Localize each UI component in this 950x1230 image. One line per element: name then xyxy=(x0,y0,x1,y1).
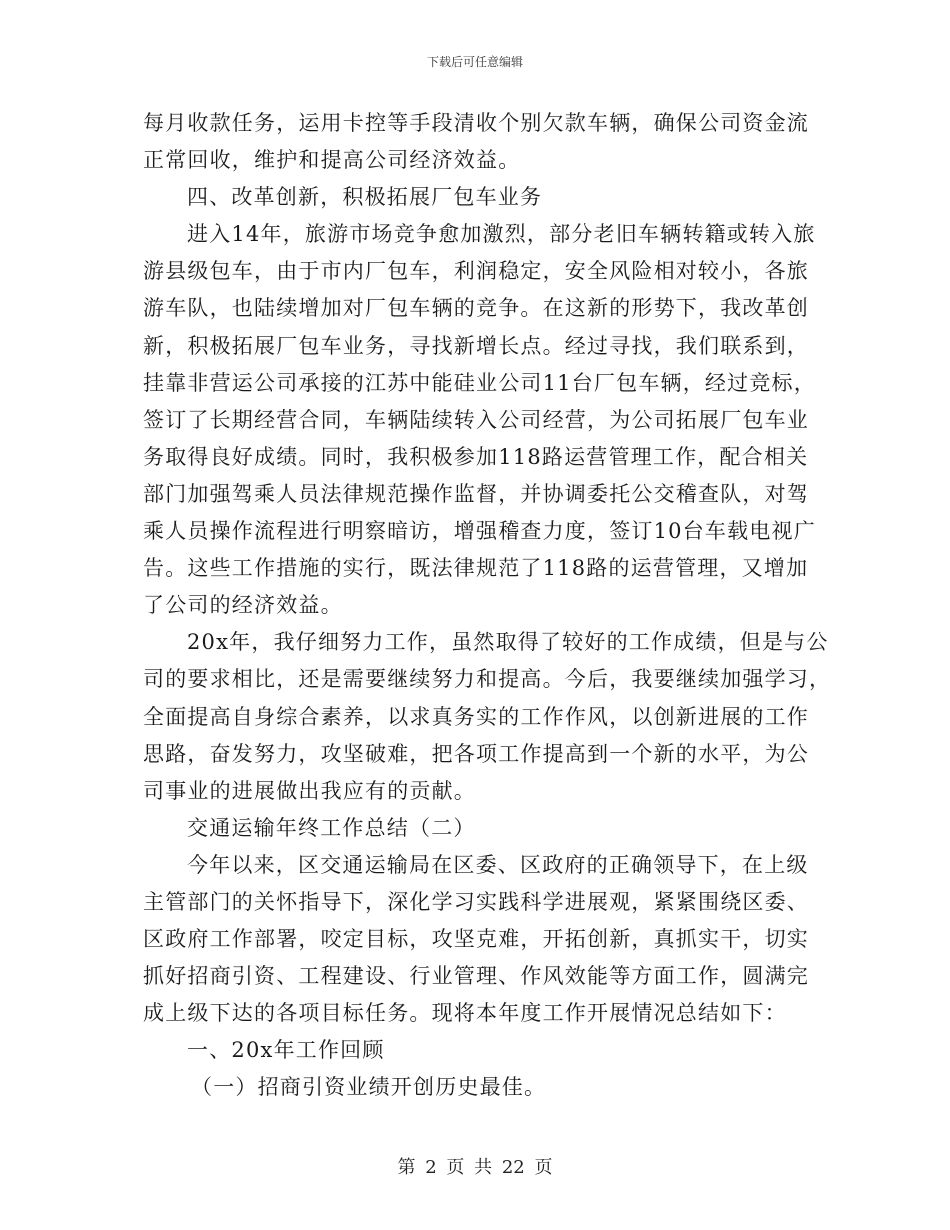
text-line: 了公司的经济效益。 xyxy=(143,593,343,618)
section-heading: 四、改革创新，积极拓展厂包车业务 xyxy=(187,185,543,210)
text-line: 部门加强驾乘人员法律规范操作监督，并协调委托公交稽查队，对驾 xyxy=(143,481,809,506)
text-line: 区政府工作部署，咬定目标，攻坚克难，开拓创新，真抓实干，切实 xyxy=(143,927,809,952)
text-line: 务取得良好成绩。同时，我积极参加118路运营管理工作，配合相关 xyxy=(143,444,809,469)
page-header: 下载后可任意编辑 xyxy=(426,55,523,69)
section-heading: 一、20x年工作回顾 xyxy=(187,1038,385,1063)
document-subtitle: 交通运输年终工作总结（二） xyxy=(187,815,476,840)
text-line: 主管部门的关怀指导下，深化学习实践科学进展观，紧紧围绕区委、 xyxy=(143,889,809,914)
text-line: 新，积极拓展厂包车业务，寻找新增长点。经过寻找，我们联系到， xyxy=(143,333,809,358)
text-line: 思路，奋发努力，攻坚破难，把各项工作提高到一个新的水平，为公 xyxy=(143,741,809,766)
document-body xyxy=(143,105,832,1107)
text-line: 乘人员操作流程进行明察暗访，增强稽查力度，签订10台车载电视广 xyxy=(143,519,816,544)
page-number: 第 2 页 共 22 页 xyxy=(397,1157,553,1178)
text-line: 成上级下达的各项目标任务。现将本年度工作开展情况总结如下： xyxy=(143,1001,787,1026)
text-line: 游县级包车，由于市内厂包车，利润稳定，安全风险相对较小，各旅 xyxy=(143,259,809,284)
text-line: 游车队，也陆续增加对厂包车辆的竞争。在这新的形势下，我改革创 xyxy=(143,296,809,321)
text-line: 签订了长期经营合同，车辆陆续转入公司经营，为公司拓展厂包车业 xyxy=(143,407,809,432)
text-line: 挂靠非营运公司承接的江苏中能硅业公司11台厂包车辆，经过竞标， xyxy=(143,370,816,395)
text-line: 告。这些工作措施的实行，既法律规范了118路的运营管理，又增加 xyxy=(143,556,809,581)
text-line: 全面提高自身综合素养，以求真务实的工作作风，以创新进展的工作 xyxy=(143,704,809,729)
text-line: 每月收款任务，运用卡控等手段清收个别欠款车辆，确保公司资金流 xyxy=(143,111,809,135)
text-line: 今年以来，区交通运输局在区委、区政府的正确领导下，在上级 xyxy=(187,852,809,877)
text-line: 20x年，我仔细努力工作，虽然取得了较好的工作成绩，但是与公 xyxy=(187,630,829,655)
subsection-heading: （一）招商引资业绩开创历史最佳。 xyxy=(191,1075,547,1100)
text-line: 抓好招商引资、工程建设、行业管理、作风效能等方面工作，圆满完 xyxy=(143,964,809,989)
text-line: 进入14年，旅游市场竞争愈加激烈，部分老旧车辆转籍或转入旅 xyxy=(187,222,816,247)
text-line: 司的要求相比，还是需要继续努力和提高。今后，我要继续加强学习， xyxy=(143,667,832,692)
text-line: 司事业的进展做出我应有的贡献。 xyxy=(143,778,476,803)
text-line: 正常回收，维护和提高公司经济效益。 xyxy=(143,148,521,173)
